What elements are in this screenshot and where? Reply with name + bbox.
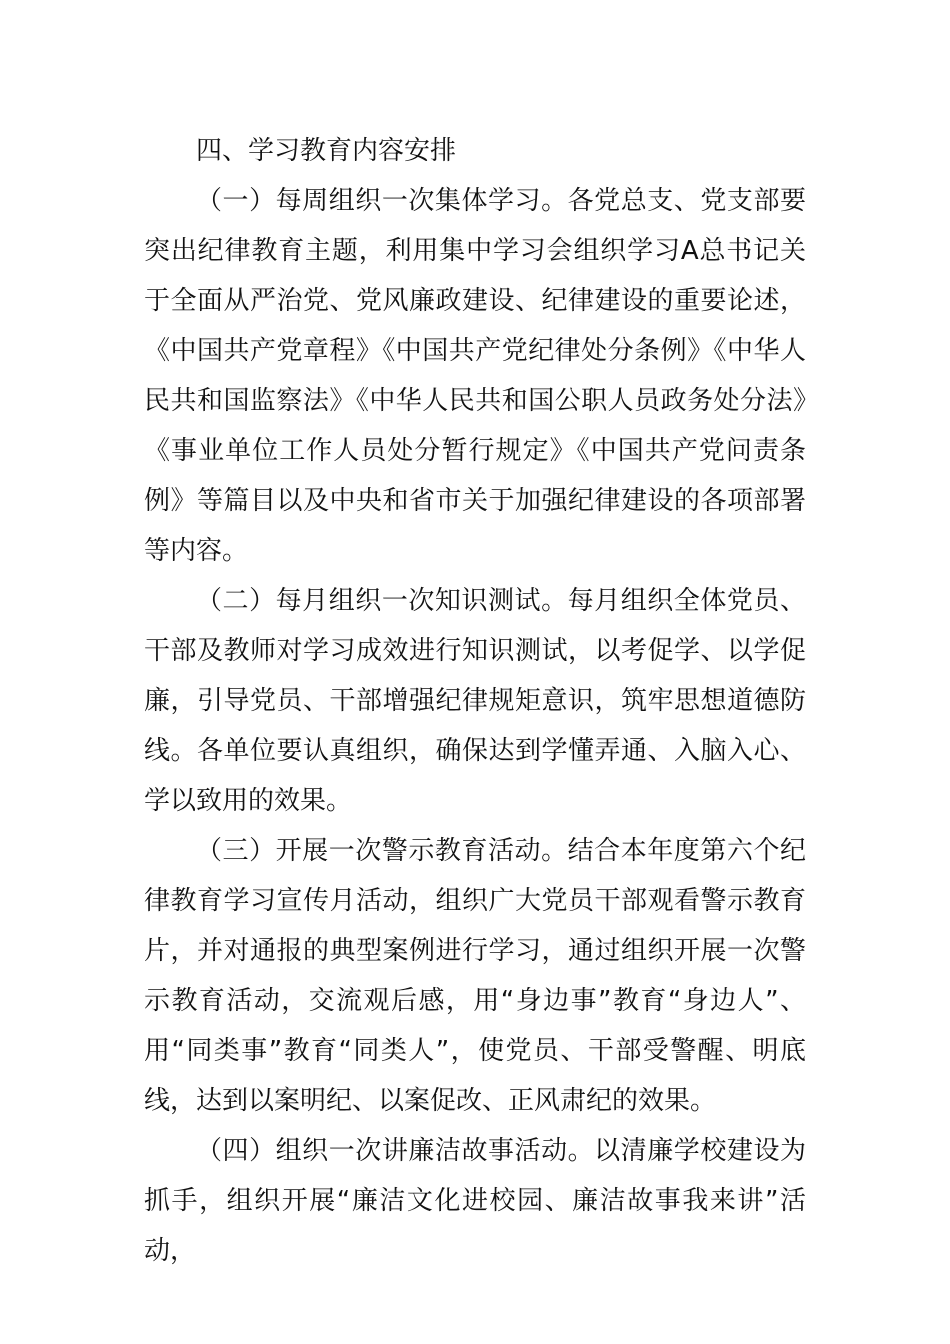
paragraph-weekly-study: （一）每周组织一次集体学习。各党总支、党支部要突出纪律教育主题，利用集中学习会组织学习A总书记关于全面从严治党、党风廉政建设、纪律建设的重要论述，《中国共产党章程》《中国共产党纪律处分条例》《中华人民共和国监察法》《中华人民共和国公职人员政务处分法》《事业单位工作人员处分暂行规定》《中国共产党问责条例》等篇目以及中央和省市关于加强纪律建设的各项部署等内容。 [144,186,806,566]
document-body [144,126,806,1276]
paragraph-integrity-stories: （四）组织一次讲廉洁故事活动。以清廉学校建设为抓手，组织开展“廉洁文化进校园、廉洁故事我来讲”活动， [144,1136,806,1266]
paragraph-monthly-test: （二）每月组织一次知识测试。每月组织全体党员、干部及教师对学习成效进行知识测试，以考促学、以学促廉，引导党员、干部增强纪律规矩意识，筑牢思想道德防线。各单位要认真组织，确保达到学懂弄通、入脑入心、学以致用的效果。 [144,586,806,816]
section-heading: 四、学习教育内容安排 [196,136,457,166]
paragraph-warning-education: （三）开展一次警示教育活动。结合本年度第六个纪律教育学习宣传月活动，组织广大党员干部观看警示教育片，并对通报的典型案例进行学习，通过组织开展一次警示教育活动，交流观后感，用“身边事”教育“身边人”、用“同类事”教育“同类人”，使党员、干部受警醒、明底线，达到以案明纪、以案促改、正风肃纪的效果。 [144,836,806,1116]
